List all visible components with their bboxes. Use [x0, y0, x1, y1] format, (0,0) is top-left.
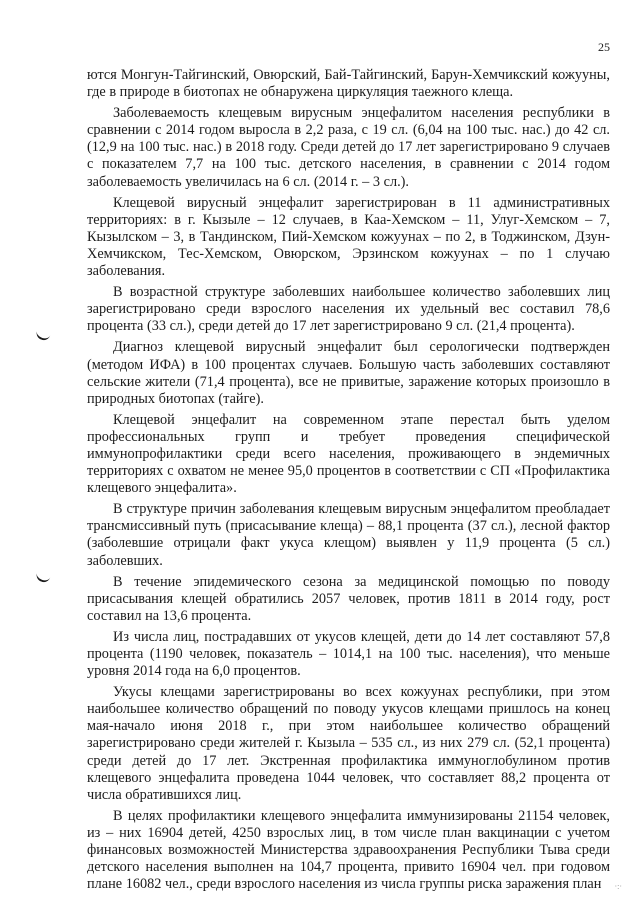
paragraph-children-bitten: Из числа лиц, пострадавших от укусов клещей, дети до 14 лет составляют 57,8 процента (1190 человек, показатель – 1014,1 на 100 тыс. населения), что меньше уровня 2014 года на 6,0 процентов. [87, 628, 610, 680]
paragraph-immunization: В целях профилактики клещевого энцефалита иммунизированы 21154 человек, из – них 16904 детей, 4250 взрослых лиц, в том числе план вакцинации с учетом финансовых возможностей Министерства здравоохранения Республики Тыва среди детского населения выполнен на 104,7 процента, привито 16904 чел. при годовом плане 16082 чел., среди взрослого населения из числа группы риска заражения план [87, 807, 610, 893]
margin-check-mark [35, 570, 51, 584]
paragraph-seasonal-visits: В течение эпидемического сезона за медицинской помощью по поводу присасывания клещей обратились 2057 человек, против 1811 в 2014 году, рост составил на 13,6 процента. [87, 573, 610, 624]
paragraph-diagnosis: Диагноз клещевой вирусный энцефалит был серологически подтвержден (методом ИФА) в 100 процентах случаев. Большую часть заболевших составляют сельские жители (71,4 процента), все не привитые, заражение которых произошло в природных биотопах (тайге). [87, 339, 610, 407]
page-number: 25 [598, 40, 610, 54]
scan-speck: ·:· [614, 882, 622, 891]
document-body [87, 67, 610, 897]
paragraph-bite-registration: Укусы клещами зарегистрированы во всех кожуунах республики, при этом наибольшее количество обращений по поводу укусов клещами пришлось на конец мая-начало июня 2018 г., при этом наибольшее количество обращений зарегистрировано среди жителей г. Кызыла – 535 сл., из них 279 сл. (52,1 процента) среди детей до 17 лет. Экстренная профилактика иммуноглобулином против клещевого энцефалита проведена 1044 человек, что составляет 88,2 процента от числа обратившихся лиц. [87, 684, 610, 803]
paragraph-age-structure: В возрастной структуре заболевших наибольшее количество заболевших лиц зарегистрировано среди взрослого населения их удельный вес составил 78,6 процента (33 сл.), среди детей до 17 лет зарегистрировано 9 сл. (21,4 процента). [87, 284, 610, 335]
paragraph-territories: Клещевой вирусный энцефалит зарегистрирован в 11 административных территориях: в г. Кызыле – 12 случаев, в Каа-Хемском – 11, Улуг-Хемском – 7, Кызылском – 3, в Тандинском, Пий-Хемском кожуунах – по 2, в Тоджинском, Дзун-Хемчикском, Тес-Хемском, Овюрском, Эрзинском кожуунах – по 1 случаю заболевания. [87, 194, 610, 280]
margin-check-mark [35, 328, 51, 342]
paragraph-continuation: ются Монгун-Тайгинский, Овюрский, Бай-Тайгинский, Барун-Хемчикский кожууны, где в природе в биотопах не обнаружена циркуляция таежного клеща. [87, 67, 610, 101]
paragraph-causes: В структуре причин заболевания клещевым вирусным энцефалитом преобладает трансмиссивный путь (присасывание клеща) – 88,1 процента (37 сл.), лесной фактор (заболевшие отрицали факт укуса клещом) выявлен у 11,9 процента (5 сл.) заболевших. [87, 501, 610, 569]
paragraph-incidence-comparison: Заболеваемость клещевым вирусным энцефалитом населения республики в сравнении с 2014 годом выросла в 2,2 раза, с 19 сл. (6,04 на 100 тыс. нас.) до 42 сл. (12,9 на 100 тыс. нас.) в 2018 году. Среди детей до 17 лет зарегистрировано 9 случаев с показателем 7,7 на 100 тыс. детского населения, в сравнении с 2014 годом заболеваемость увеличилась на 6 сл. (2014 г. – 3 сл.). [87, 105, 610, 190]
paragraph-prevention-need: Клещевой энцефалит на современном этапе перестал быть уделом профессиональных групп и требует проведения специфической иммунопрофилактики среди всего населения, проживающего в эндемичных территориях с охватом не менее 95,0 процентов в соответствии с СП «Профилактика клещевого энцефалита». [87, 411, 610, 497]
